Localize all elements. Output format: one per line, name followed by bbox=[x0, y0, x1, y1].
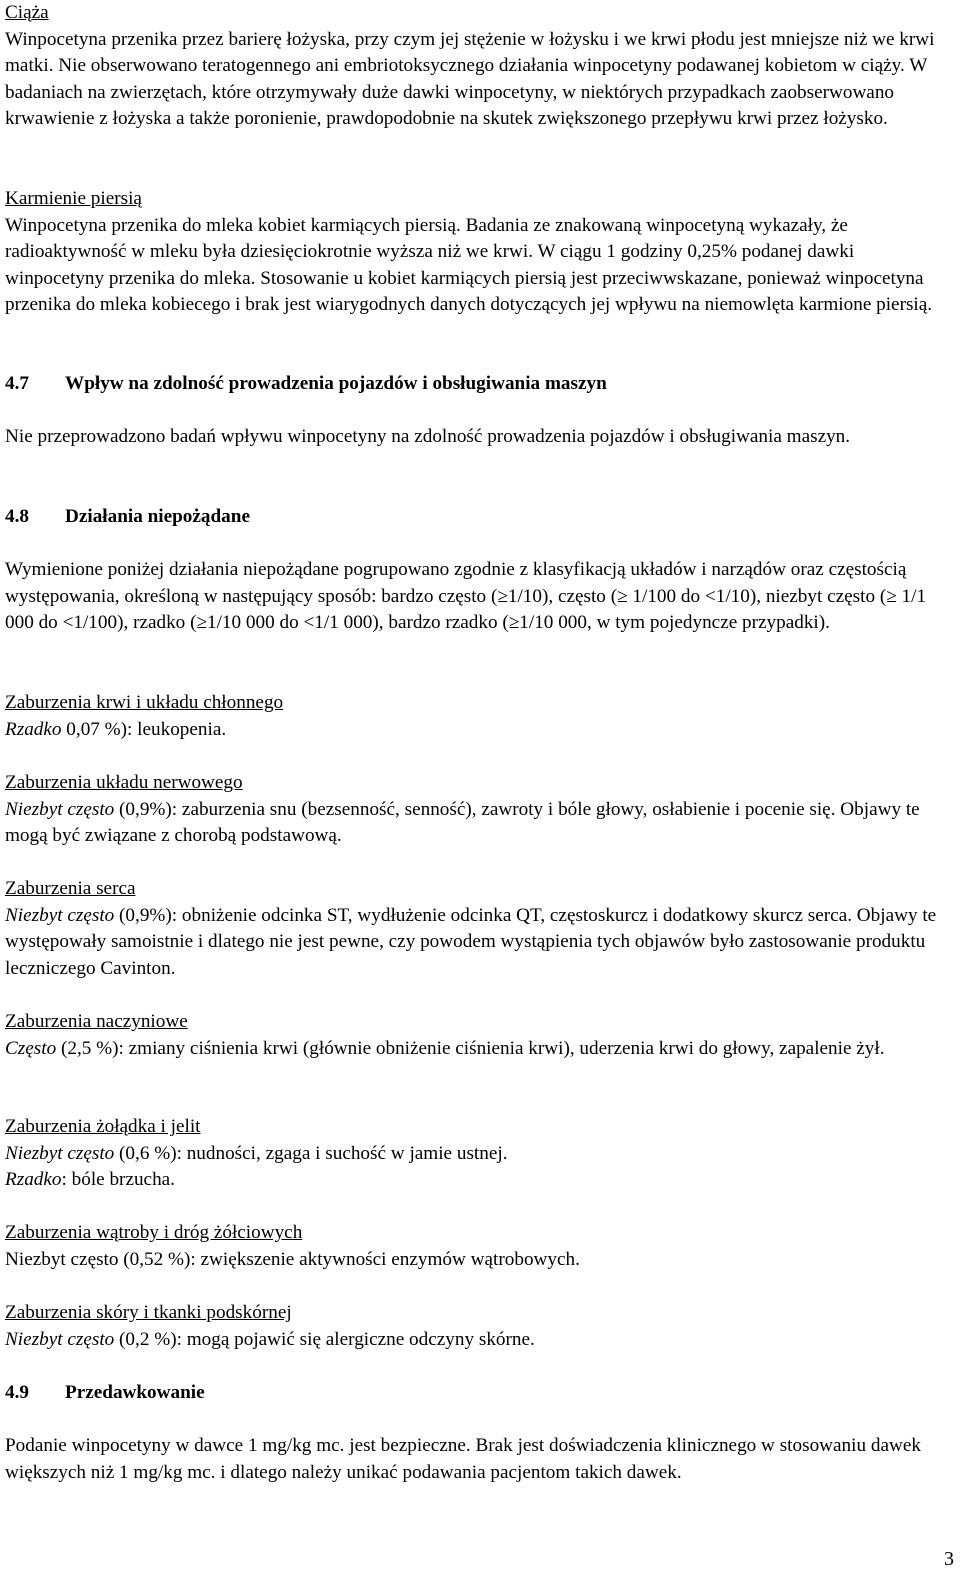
frequency-label: Często bbox=[5, 1037, 57, 1059]
frequency-label: Rzadko bbox=[5, 1169, 62, 1190]
section-number: 4.7 bbox=[5, 373, 29, 394]
breastfeeding-text: Winpocetyna przenika do mleka kobiet karmiących piersią. Badania ze znakowaną winpocetyną wykazały, że radioaktywność w mleku była dziesięciokrotnie wyższa niż we krwi. W ciągu 1 godziny 0,25% podanej dawki winpocetyny przenika do mleka. Stosowanie u kobiet karmiących piersią jest przeciwwskazane, ponieważ winpocetyna przenika do mleka kobiecego i brak jest wiarygodnych danych dotyczących jej wpływu na niemowlęta karmione piersią. bbox=[5, 214, 933, 315]
frequency-label: Niezbyt często bbox=[5, 798, 115, 820]
pregnancy-heading: Ciąża bbox=[5, 2, 49, 23]
group-heading: Zaburzenia naczyniowe bbox=[5, 1011, 188, 1032]
section-4-8-intro: Wymienione poniżej działania niepożądane pogrupowano zgodnie z klasyfikacją układów i narządów oraz częstością występowania, określoną w następujący sposób: bardzo często (≥1/10), często (≥ 1/100 do <1/10), niezbyt często (≥ 1/1 000 do <1/100), rzadko (≥1/10 000 do <1/1 000), bardzo rzadko (≥1/10 000, w tym pojedyncze przypadki). bbox=[5, 559, 927, 633]
adverse-group bbox=[5, 1220, 957, 1273]
group-heading: Zaburzenia krwi i układu chłonnego bbox=[5, 692, 284, 713]
frequency-label: Niezbyt często bbox=[5, 904, 115, 926]
section-title: Wpływ na zdolność prowadzenia pojazdów i obsługiwania maszyn bbox=[65, 373, 607, 394]
adverse-group bbox=[5, 770, 957, 850]
section-title: Działania niepożądane bbox=[65, 506, 250, 527]
section-4-7-text: Nie przeprowadzono badań wpływu winpocetyny na zdolność prowadzenia pojazdów i obsługiwania maszyn. bbox=[5, 426, 851, 447]
frequency-label: Rzadko bbox=[5, 718, 62, 740]
group-heading: Zaburzenia układu nerwowego bbox=[5, 772, 243, 793]
section-4-8-heading bbox=[5, 504, 957, 531]
group-heading: Zaburzenia skóry i tkanki podskórnej bbox=[5, 1302, 292, 1323]
group-line-text: Niezbyt często (0,52 %): zwiększenie aktywności enzymów wątrobowych. bbox=[5, 1248, 580, 1270]
section-number: 4.8 bbox=[5, 506, 29, 527]
group-line bbox=[5, 1167, 957, 1194]
group-line-text: (0,9%): zaburzenia snu (bezsenność, senność), zawroty i bóle głowy, osłabienie i pocenie się. Objawy te mogą być związane z chorobą podstawową. bbox=[5, 798, 920, 846]
pregnancy-section bbox=[5, 0, 957, 133]
group-line-text: : bóle brzucha. bbox=[61, 1169, 175, 1190]
frequency-label: Niezbyt często bbox=[5, 1328, 115, 1350]
group-line bbox=[5, 1247, 957, 1274]
group-line bbox=[5, 797, 957, 850]
group-heading: Zaburzenia żołądka i jelit bbox=[5, 1116, 201, 1137]
frequency-label: Niezbyt często bbox=[5, 1142, 115, 1164]
page-number: 3 bbox=[944, 1548, 954, 1570]
section-4-9-text: Podanie winpocetyny w dawce 1 mg/kg mc. jest bezpieczne. Brak jest doświadczenia klinicznego w stosowaniu dawek większych niż 1 mg/kg mc. i dlatego należy unikać podawania pacjentom takich dawek. bbox=[5, 1435, 921, 1483]
group-line-text: (0,2 %): mogą pojawić się alergiczne odczyny skórne. bbox=[114, 1328, 535, 1350]
breastfeeding-heading: Karmienie piersią bbox=[5, 188, 142, 209]
adverse-group bbox=[5, 1114, 957, 1194]
section-title: Przedawkowanie bbox=[65, 1382, 205, 1403]
group-line-text: 0,07 %): leukopenia. bbox=[61, 718, 227, 740]
group-line bbox=[5, 717, 957, 744]
group-line-text: (0,9%): obniżenie odcinka ST, wydłużenie odcinka QT, częstoskurcz i dodatkowy skurcz serca. Objawy te występowały samoistnie i dlatego nie jest pewne, czy powodem wystąpienia tych objawów było zastosowanie produktu leczniczego Cavinton. bbox=[5, 904, 937, 979]
group-line-text: (2,5 %): zmiany ciśnienia krwi (głównie obniżenie ciśnienia krwi), uderzenia krwi do głowy, zapalenie żył. bbox=[56, 1037, 885, 1059]
section-number: 4.9 bbox=[5, 1382, 29, 1403]
adverse-group bbox=[5, 690, 957, 743]
adverse-group bbox=[5, 1009, 957, 1062]
group-line bbox=[5, 1327, 957, 1354]
adverse-group bbox=[5, 1300, 957, 1353]
breastfeeding-section bbox=[5, 186, 957, 319]
section-4-7-heading bbox=[5, 371, 957, 398]
group-heading: Zaburzenia wątroby i dróg żółciowych bbox=[5, 1222, 303, 1243]
group-line-text: (0,6 %): nudności, zgaga i suchość w jamie ustnej. bbox=[114, 1142, 508, 1164]
group-line bbox=[5, 903, 957, 983]
section-4-9-heading bbox=[5, 1380, 957, 1407]
adverse-group bbox=[5, 876, 957, 982]
group-line bbox=[5, 1036, 957, 1063]
group-heading: Zaburzenia serca bbox=[5, 878, 136, 899]
pregnancy-text: Winpocetyna przenika przez barierę łożyska, przy czym jej stężenie w łożysku i we krwi płodu jest mniejsze niż we krwi matki. Nie obserwowano teratogennego ani embriotoksycznego działania winpocetyny podawanej kobietom w ciąży. W badaniach na zwierzętach, które otrzymywały duże dawki winpocetyny, w niektórych przypadkach zaobserwowano krwawienie z łożyska a także poronienie, prawdopodobnie na skutek zwiększonego przepływu krwi przez łożysko. bbox=[5, 28, 935, 129]
group-line bbox=[5, 1141, 957, 1168]
